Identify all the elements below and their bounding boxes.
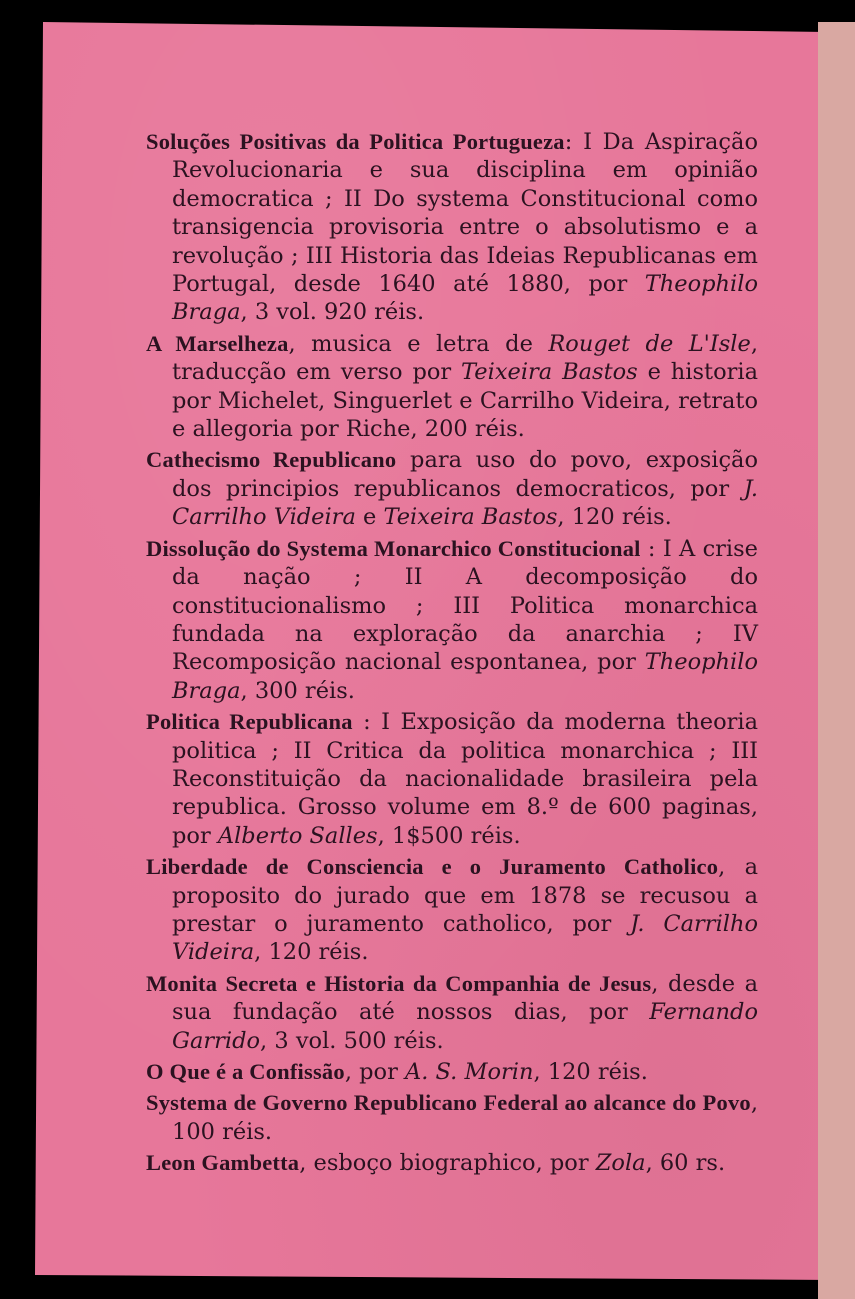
book-price: , 120 réis. <box>533 1059 648 1085</box>
list-item <box>146 1058 758 1086</box>
book-author: Fernando Garrido <box>172 999 758 1054</box>
book-price: , 120 réis. <box>557 504 672 531</box>
book-title: O Que é a Confissão <box>146 1059 345 1084</box>
list-item <box>146 1149 758 1177</box>
list-item <box>146 1089 758 1146</box>
book-author: A. S. Morin <box>404 1059 534 1085</box>
book-author: Alberto Salles <box>217 822 378 849</box>
book-author: Teixeira Bastos <box>461 359 638 386</box>
book-list <box>146 128 758 1178</box>
book-title: A Marselheza <box>146 330 289 356</box>
book-description: : I Da Aspiração Revolucionaria e sua disciplina em opinião democratica ; II Do systema Constitucional como transigencia provisoria entre o absolutismo e a revolução ; III Historia das Ideias Republicanas em Portugal, desde 1640 até 1880, por <box>172 129 758 298</box>
list-item <box>146 128 758 327</box>
book-title: Leon Gambetta <box>146 1150 300 1176</box>
book-author: J. Carrilho Videira <box>172 910 758 966</box>
book-title: Dissolução do Systema Monarchico Constitucional <box>146 535 641 561</box>
list-item <box>146 970 758 1055</box>
book-price: , 300 réis. <box>240 677 355 704</box>
book-description: , esboço biographico, por <box>299 1150 596 1177</box>
book-author: Rouget de L'Isle <box>548 330 751 357</box>
book-price: , 100 réis. <box>172 1090 758 1145</box>
book-price: , 60 rs. <box>645 1150 726 1177</box>
book-author: Teixeira Bastos <box>383 504 558 531</box>
book-price: e historia por Michelet, Singuerlet e Carrilho Videira, retrato e allegoria por Riche, 200 réis. <box>172 359 758 443</box>
book-title: Liberdade de Consciencia e o Juramento Catholico <box>146 854 719 880</box>
list-item <box>146 853 758 967</box>
list-item <box>146 708 758 850</box>
book-description: , traducção em verso por <box>172 330 758 386</box>
list-item <box>146 330 758 444</box>
book-author: J. Carrilho Videira <box>172 475 758 531</box>
book-title: Cathecismo Republicano <box>146 447 397 473</box>
book-price: , 3 vol. 500 réis. <box>260 1027 444 1054</box>
list-item <box>146 535 758 705</box>
book-description: : I Exposição da moderna theoria politica ; II Critica da politica monarchica ; III Reconstituição da nacionalidade brasileira pela republica. Grosso volume em 8.º de 600 paginas, por <box>172 709 758 849</box>
book-author: Theophilo Braga <box>172 271 758 326</box>
book-description: e <box>355 504 384 531</box>
book-description: , musica e letra de <box>288 330 549 357</box>
book-price: , 120 réis. <box>254 939 369 966</box>
book-price: , 3 vol. 920 réis. <box>240 299 425 326</box>
book-author: Theophilo Braga <box>172 649 758 704</box>
list-item <box>146 446 758 531</box>
book-description: , por <box>344 1059 405 1085</box>
book-author: Zola <box>595 1150 646 1177</box>
book-title: Monita Secreta e Historia da Companhia de Jesus <box>146 970 652 996</box>
book-title: Soluções Positivas da Politica Portugueza <box>146 129 565 154</box>
book-description: : I A crise da nação ; II A decomposição do constitucionalismo ; III Politica monarchica fundada na exploração da anarchia ; IV Recomposição nacional espontanea, por <box>172 535 758 676</box>
book-title: Politica Republicana <box>146 709 353 735</box>
book-description: para uso do povo, exposição dos principios republicanos democraticos, por <box>172 447 759 502</box>
page-edge <box>818 22 855 1299</box>
book-title: Systema de Governo Republicano Federal ao alcance do Povo <box>146 1090 751 1116</box>
book-description: , desde a sua fundação até nossos dias, por <box>172 970 758 1026</box>
book-price: , 1$500 réis. <box>377 822 521 849</box>
book-description: , a proposito do jurado que em 1878 se recusou a prestar o juramento catholico, por <box>172 854 758 937</box>
